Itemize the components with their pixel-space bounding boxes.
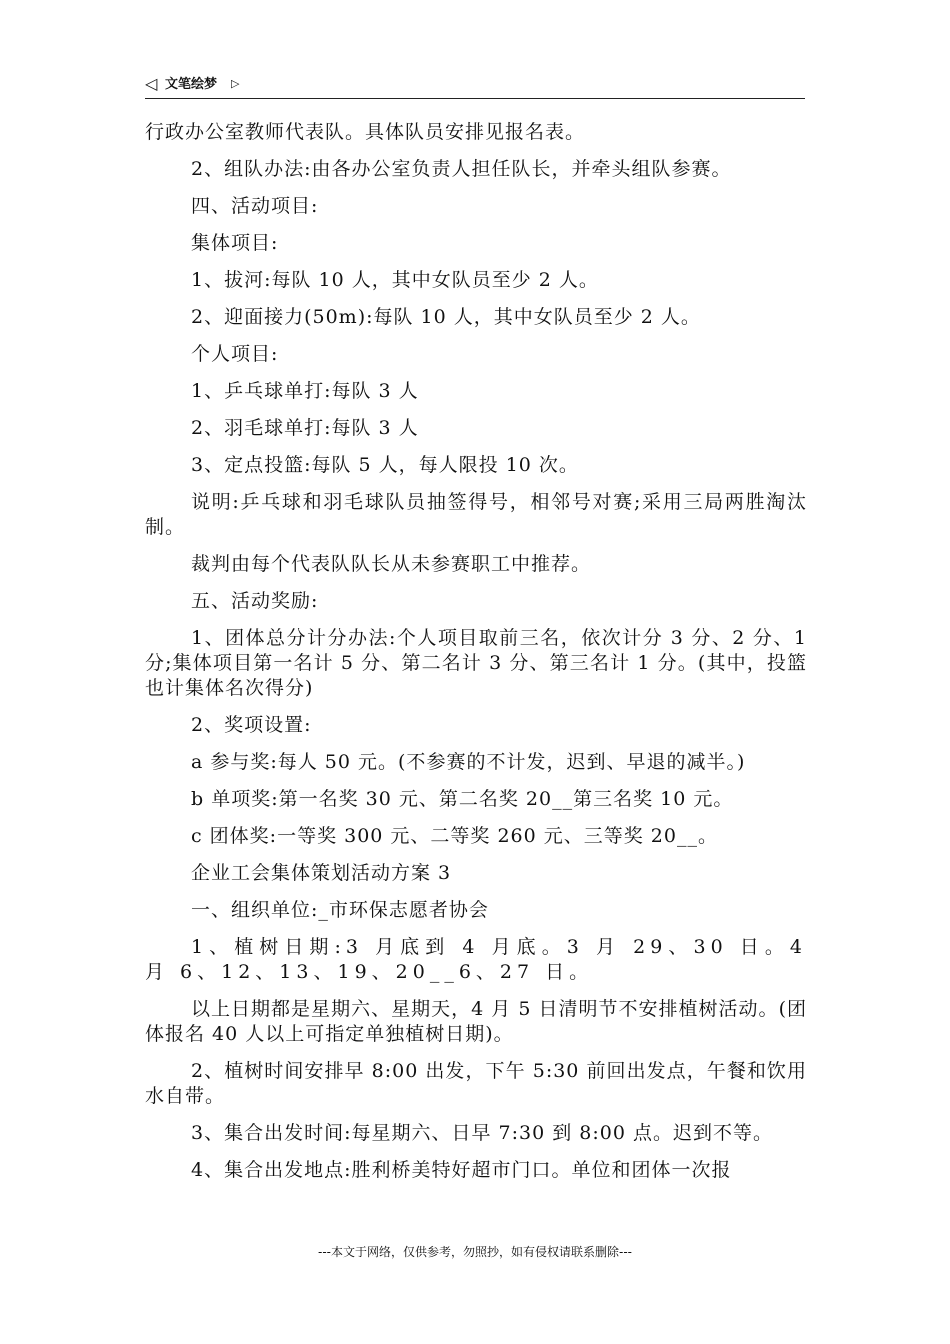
paragraph: 裁判由每个代表队队长从未参赛职工中推荐。 — [191, 553, 592, 575]
paragraph: 3、定点投篮:每队 5 人，每人限投 10 次。 — [191, 454, 579, 476]
section-heading: 五、活动奖励: — [191, 590, 319, 612]
paragraph: 2、奖项设置: — [191, 714, 312, 736]
paragraph: 以上日期都是星期六、星期天，4 月 5 日清明节不安排植树活动。(团体报名 40 人以上可指定单独植树日期)。 — [145, 998, 807, 1045]
paragraph: 2、组队办法:由各办公室负责人担任队长，并牵头组队参赛。 — [191, 158, 732, 180]
triangle-left-icon: ◁ — [145, 74, 158, 93]
paragraph: 3、集合出发时间:每星期六、日早 7:30 到 8:00 点。迟到不等。 — [191, 1122, 773, 1144]
subsection-heading: 个人项目: — [191, 343, 279, 365]
section-heading: 一、组织单位:_市环保志愿者协会 — [191, 899, 489, 921]
paragraph: 行政办公室教师代表队。具体队员安排见报名表。 — [145, 121, 586, 143]
subsection-heading: 集体项目: — [191, 232, 279, 254]
paragraph: 1、团体总分计分办法:个人项目取前三名，依次计分 3 分、2 分、1 分;集体项目第一名计 5 分、第二名计 3 分、第三名计 1 分。(其中，投篮也计集体名次得分) — [145, 627, 815, 699]
paragraph: 2、羽毛球单打:每队 3 人 — [191, 417, 419, 439]
paragraph: 说明:乒乓球和羽毛球队员抽签得号，相邻号对赛;采用三局两胜淘汰制。 — [145, 491, 807, 538]
paragraph: 2、迎面接力(50m):每队 10 人，其中女队员至少 2 人。 — [191, 306, 701, 328]
triangle-right-icon: ▷ — [231, 77, 240, 90]
page-header — [145, 72, 805, 99]
paragraph: 1、植树日期:3 月底到 4 月底。3 月 29、30 日。4 月 6、12、13、19、20__6、27 日。 — [145, 936, 819, 983]
header-brand: 文笔绘梦 — [165, 77, 218, 92]
paragraph: c 团体奖:一等奖 300 元、二等奖 260 元、三等奖 20__。 — [191, 825, 718, 847]
paragraph: a 参与奖:每人 50 元。(不参赛的不计发，迟到、早退的减半。) — [191, 751, 746, 773]
document-title: 企业工会集体策划活动方案 3 — [191, 862, 452, 884]
paragraph: b 单项奖:第一名奖 30 元、第二名奖 20__第三名奖 10 元。 — [191, 788, 734, 810]
section-heading: 四、活动项目: — [191, 195, 319, 217]
paragraph: 4、集合出发地点:胜利桥美特好超市门口。单位和团体一次报 — [191, 1159, 732, 1181]
paragraph: 1、拔河:每队 10 人，其中女队员至少 2 人。 — [191, 269, 599, 291]
document-body — [145, 120, 819, 1195]
paragraph: 2、植树时间安排早 8:00 出发，下午 5:30 前回出发点，午餐和饮用水自带。 — [145, 1060, 807, 1107]
paragraph: 1、乒乓球单打:每队 3 人 — [191, 380, 419, 402]
footer-disclaimer: ---本文于网络，仅供参考，勿照抄，如有侵权请联系删除--- — [318, 1245, 632, 1259]
